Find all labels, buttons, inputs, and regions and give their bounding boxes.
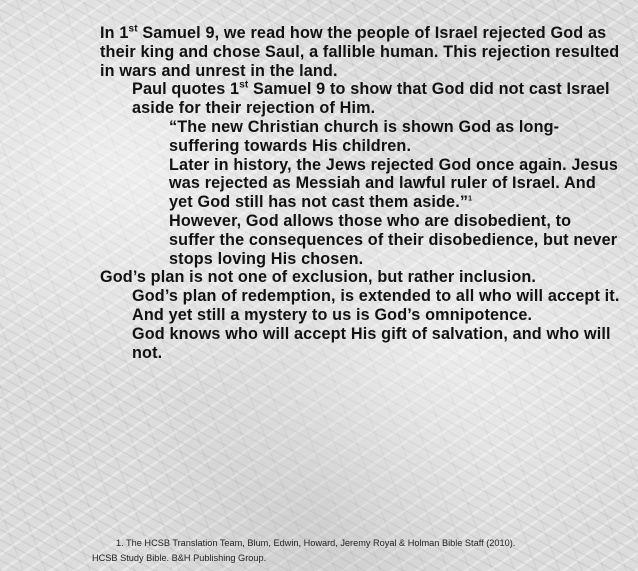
paragraph-samuel-rejection — [100, 24, 620, 80]
text-run: In 1 — [100, 24, 129, 42]
slide-body — [100, 24, 620, 362]
text-run: Samuel 9, we read how the people of Israel rejected God as their king and chose Saul, a fallible human. This rejection resulted in wars and unrest in the land. — [100, 24, 620, 80]
paragraph-salvation: God knows who will accept His gift of salvation, and who will not. — [132, 324, 611, 362]
footnote-line-1: 1. The HCSB Translation Team, Blum, Edwin, Howard, Jeremy Royal & Holman Bible Staff (2010). — [116, 538, 516, 548]
paragraph-redemption: God’s plan of redemption, is extended to all who will accept it. — [132, 287, 620, 306]
footnote — [92, 536, 592, 566]
paragraph-inclusion: God’s plan is not one of exclusion, but rather inclusion. — [100, 268, 537, 287]
paragraph-paul-quotes — [100, 80, 620, 118]
paragraph-disobedience: However, God allows those who are disobedient, to suffer the consequences of their disobedience, but never stops loving His chosen. — [169, 211, 618, 268]
quote-jews-rejected — [100, 156, 620, 212]
text-run: Later in history, the Jews rejected God once again. Jesus was rejected as Messiah and lawful ruler of Israel. And yet God still has not cast them aside.” — [169, 155, 619, 212]
quote-long-suffering: “The new Christian church is shown God as long-suffering towards His children. — [169, 117, 560, 155]
text-run: Samuel 9 to show that God did not cast Israel aside for their rejection of Him. — [132, 80, 610, 118]
footnote-marker: 1 — [468, 195, 473, 203]
superscript: st — [128, 23, 138, 35]
superscript: st — [239, 80, 249, 91]
footnote-line-2: HCSB Study Bible. B&H Publishing Group. — [92, 553, 267, 563]
text-run: Paul quotes 1 — [132, 80, 240, 99]
paragraph-mystery: And yet still a mystery to us is God’s omnipotence. — [132, 305, 533, 324]
